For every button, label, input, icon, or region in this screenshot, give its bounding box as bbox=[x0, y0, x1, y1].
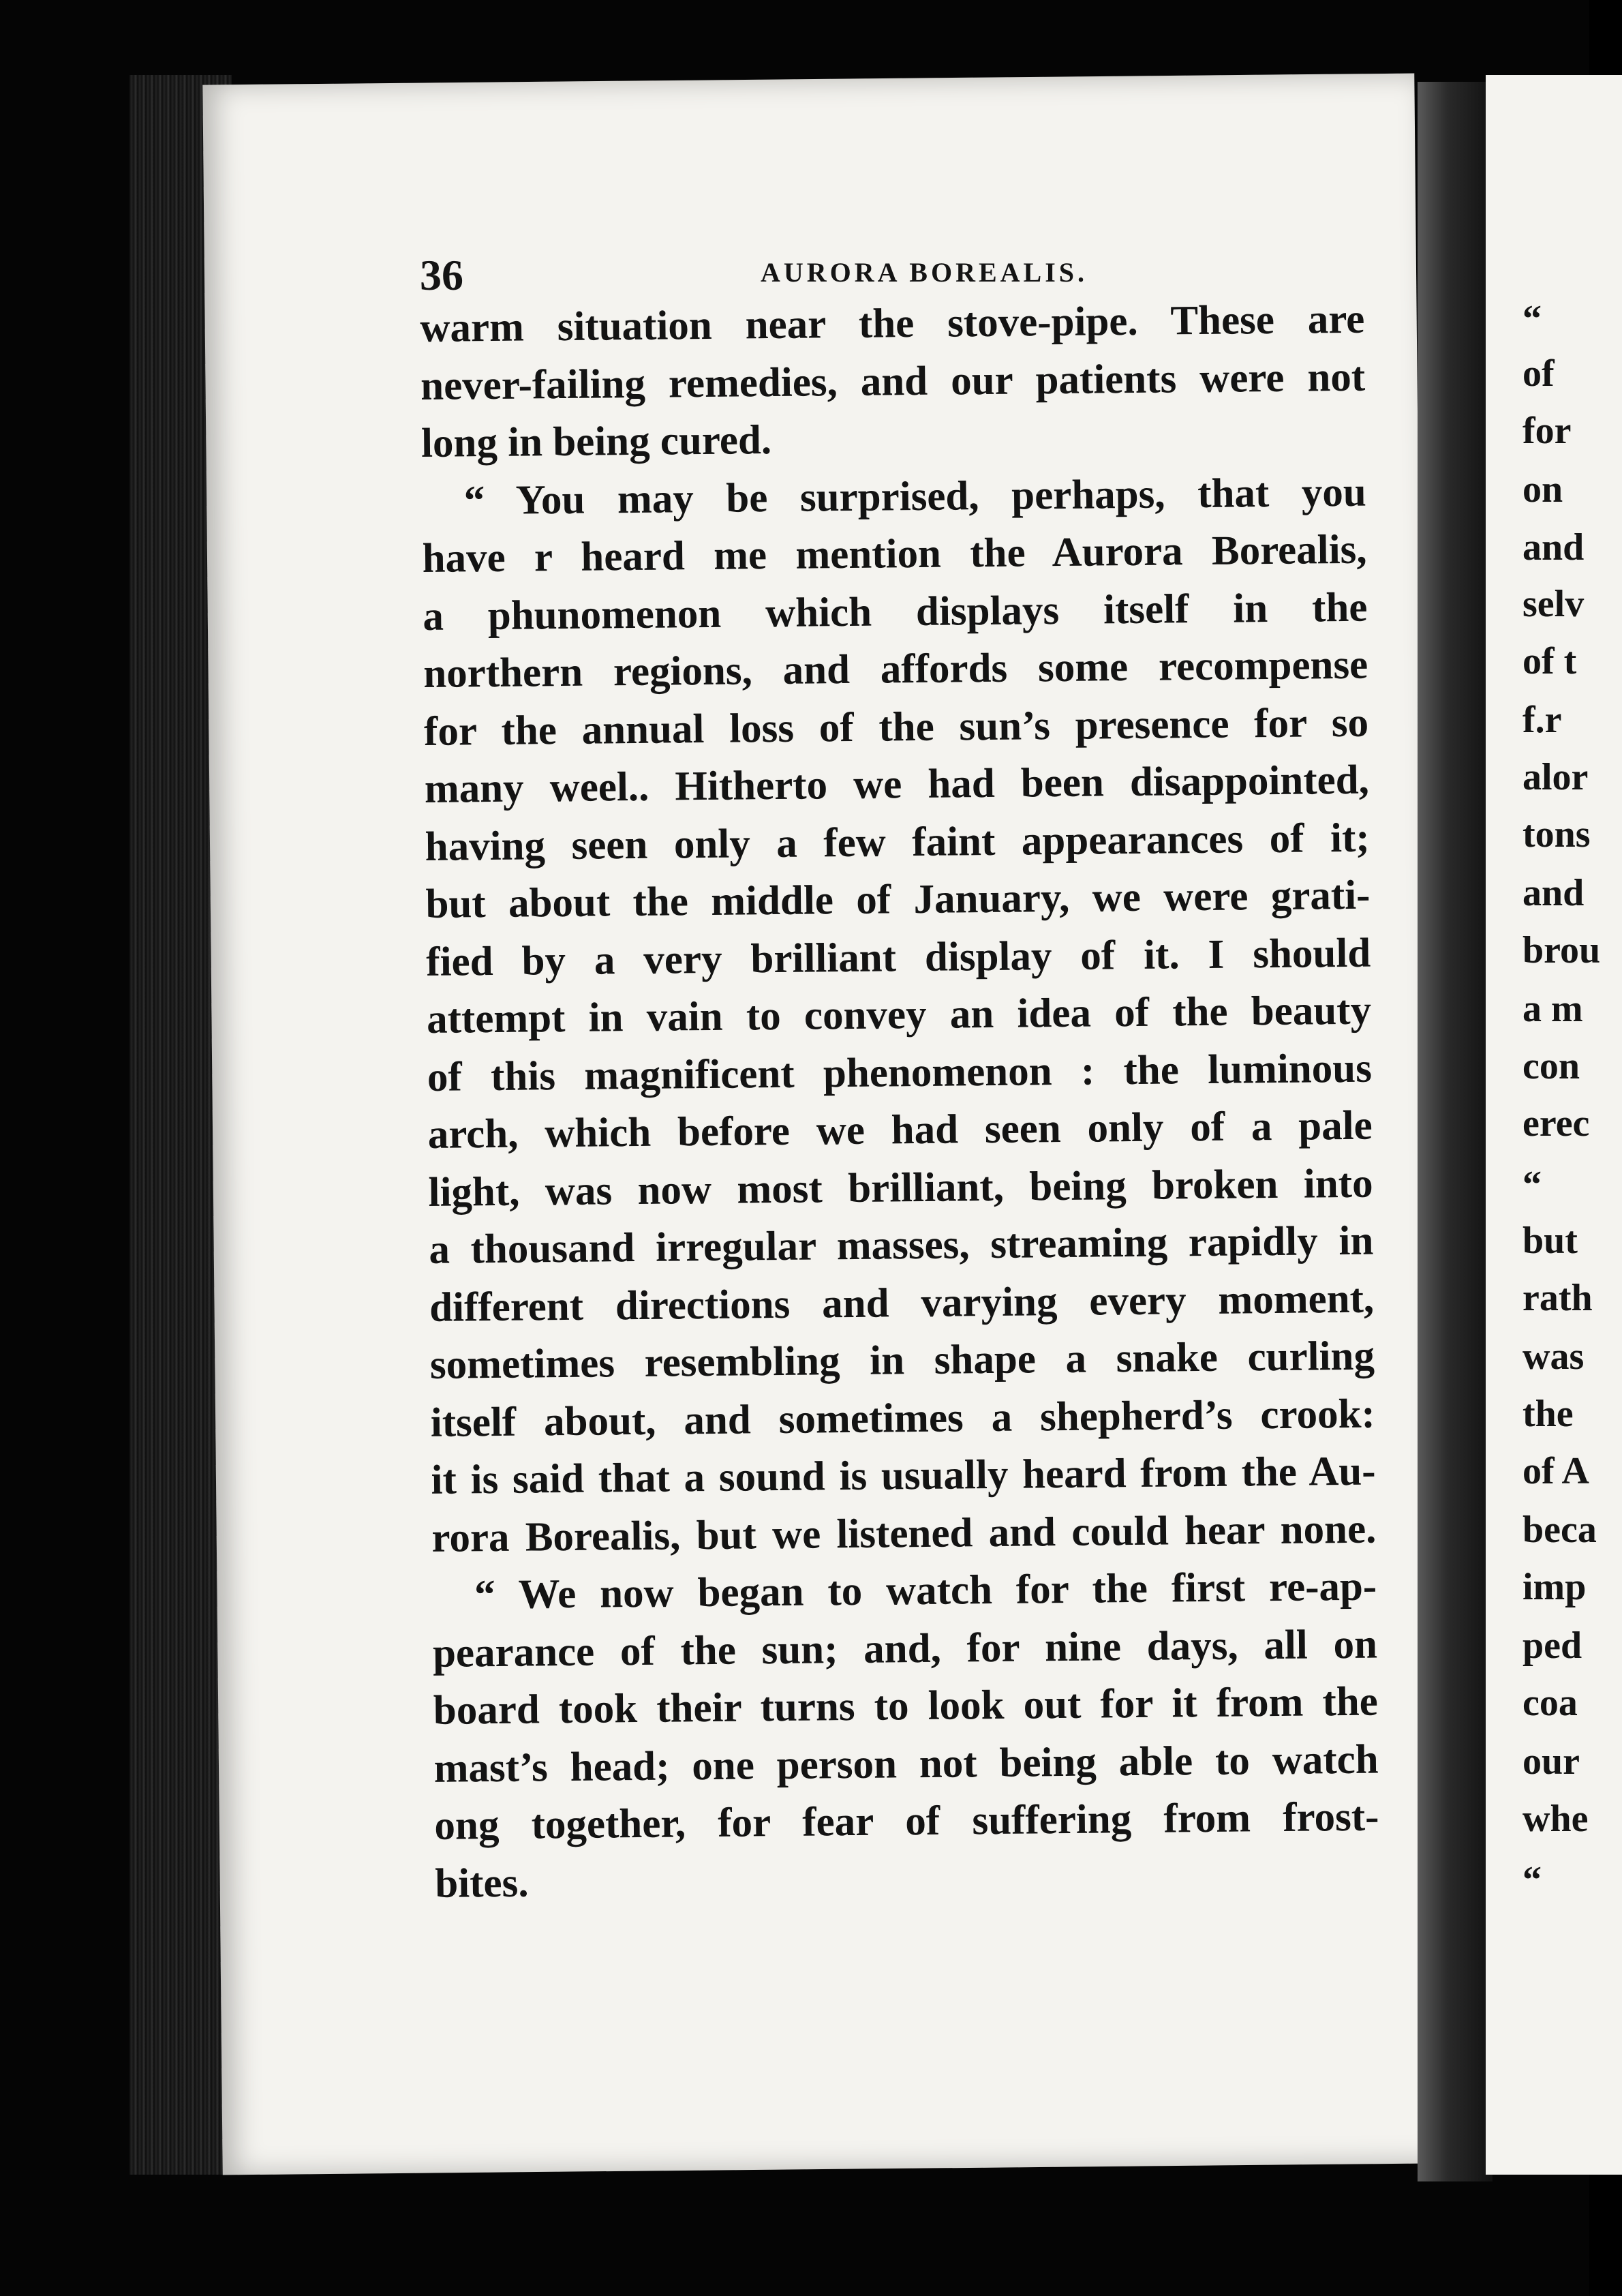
text-line: a phunomenon which displays itself in the bbox=[423, 584, 1368, 639]
text-line: board took their turns to look out for it from the bbox=[433, 1678, 1379, 1734]
facing-page-fragment: of t bbox=[1522, 640, 1577, 682]
text-line: ong together, for fear of suffering from frost- bbox=[434, 1794, 1379, 1849]
text-line: but about the middle of January, we were grati- bbox=[425, 872, 1371, 927]
text-line: warm situation near the stove-pipe. These are bbox=[420, 296, 1365, 351]
facing-page-fragment: beca bbox=[1522, 1509, 1597, 1551]
text-line: of this magnificent phenomenon : the luminous bbox=[427, 1045, 1373, 1100]
text-line: northern regions, and affords some recompense bbox=[423, 641, 1368, 697]
facing-page-fragment: alor bbox=[1522, 756, 1589, 798]
text-line: mast’s head; one person not being able to watch bbox=[433, 1736, 1379, 1792]
facing-page-fragment: of A bbox=[1522, 1450, 1589, 1492]
text-line: arch, which before we had seen only of a pale bbox=[427, 1102, 1373, 1158]
facing-page-fragment: the bbox=[1522, 1393, 1574, 1435]
facing-page-fragment: of bbox=[1522, 352, 1555, 395]
text-line: it is said that a sound is usually heard from the Au- bbox=[431, 1448, 1376, 1503]
text-line: different directions and varying every moment, bbox=[429, 1275, 1375, 1331]
facing-page-fragment: rath bbox=[1522, 1277, 1593, 1319]
book-gutter bbox=[1418, 82, 1493, 2181]
running-head-title: AURORA BOREALIS. bbox=[760, 257, 1088, 288]
facing-page-fragment: and bbox=[1522, 872, 1585, 914]
facing-page-fragment: ped bbox=[1522, 1625, 1582, 1667]
text-line: long in being cured. bbox=[420, 417, 772, 466]
facing-page-fragment: “ bbox=[1522, 298, 1542, 340]
text-line: many weel.. Hitherto we had been disappointed, bbox=[424, 757, 1370, 812]
page-number: 36 bbox=[420, 251, 463, 299]
body-text bbox=[420, 291, 1380, 1913]
text-line: fied by a very brilliant display of it. I should bbox=[425, 930, 1371, 985]
text-line: having seen only a few faint appearances of it; bbox=[425, 815, 1370, 870]
facing-page-fragment: f.r bbox=[1522, 699, 1562, 741]
facing-page-fragment: and bbox=[1522, 526, 1585, 569]
text-line: “ You may be surprised, perhaps, that you bbox=[463, 469, 1367, 524]
facing-page-fragment: a m bbox=[1522, 988, 1583, 1030]
text-line: light, was now most brilliant, being broken into bbox=[428, 1160, 1373, 1215]
facing-page-fragment: brou bbox=[1522, 929, 1601, 971]
text-line: bites. bbox=[434, 1860, 529, 1907]
facing-page-fragment: “ bbox=[1522, 1164, 1542, 1206]
text-line: for the annual loss of the sun’s presence for so bbox=[423, 699, 1369, 755]
facing-page-edge bbox=[1486, 75, 1622, 2175]
text-line: never-failing remedies, and our patients were not bbox=[420, 354, 1366, 409]
facing-page-fragment: con bbox=[1522, 1045, 1580, 1087]
facing-page-fragment: our bbox=[1522, 1740, 1580, 1783]
text-line: rora Borealis, but we listened and could hear none. bbox=[431, 1506, 1377, 1561]
text-line: itself about, and sometimes a shepherd’s crook: bbox=[430, 1391, 1376, 1446]
text-line: have r heard me mention the Aurora Borealis, bbox=[422, 526, 1367, 581]
text-line: sometimes resembling in shape a snake curling bbox=[429, 1333, 1375, 1388]
facing-page-fragment: on bbox=[1522, 468, 1563, 511]
text-line: a thousand irregular masses, streaming rapidly in bbox=[429, 1218, 1374, 1273]
facing-page-fragment: imp bbox=[1522, 1566, 1587, 1608]
facing-page-fragment: “ bbox=[1522, 1859, 1542, 1901]
facing-page-fragment: but bbox=[1522, 1220, 1578, 1262]
facing-page-fragment: tons bbox=[1522, 813, 1591, 856]
facing-page-fragment: whe bbox=[1522, 1798, 1589, 1840]
facing-page-fragment: for bbox=[1522, 410, 1572, 452]
facing-page-fragment: coa bbox=[1522, 1682, 1578, 1724]
facing-page-fragment: erec bbox=[1522, 1102, 1590, 1145]
text-line: pearance of the sun; and, for nine days, all on bbox=[432, 1621, 1378, 1676]
facing-page-fragment: was bbox=[1522, 1335, 1585, 1378]
text-line: “ We now began to watch for the first re-ap- bbox=[474, 1563, 1377, 1618]
facing-page-fragment: selv bbox=[1522, 583, 1585, 625]
text-line: attempt in vain to convey an idea of the beauty bbox=[426, 987, 1372, 1042]
